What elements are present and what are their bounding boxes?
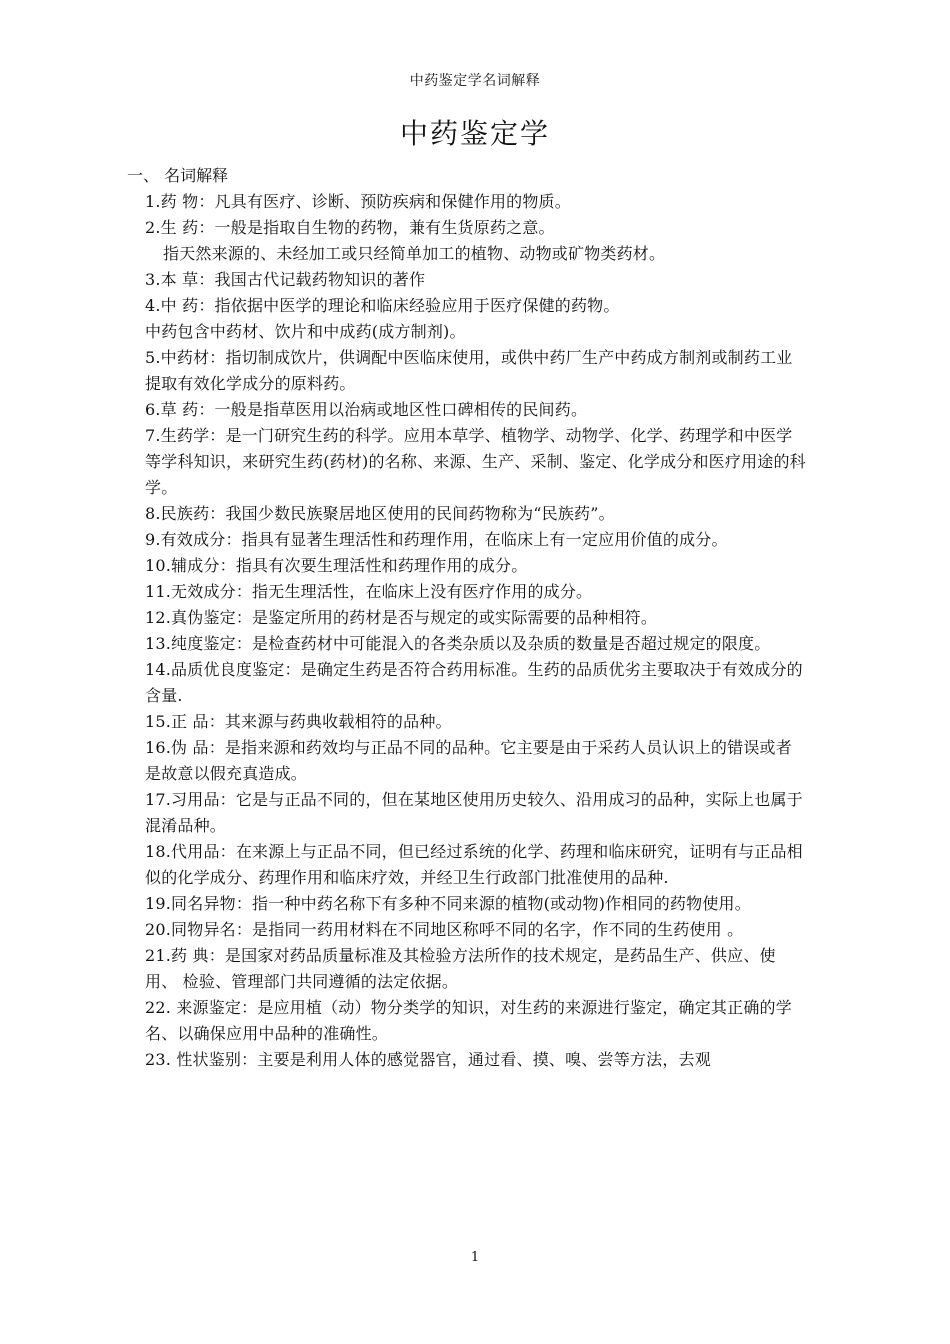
entry-4-continued: 中药包含中药材、饮片和中成药(成方制剂)。	[145, 322, 466, 341]
entry-14: 14.品质优良度鉴定：是确定生药是否符合药用标准。生药的品质优劣主要取决于有效成分的含量.	[145, 660, 803, 705]
entry-23: 23. 性状鉴别：主要是利用人体的感觉器官，通过看、摸、嗅、尝等方法，去观	[145, 1050, 711, 1069]
entry-20: 20.同物异名：是指同一药用材料在不同地区称呼不同的名字，作不同的生药使用 。	[145, 920, 744, 939]
entry-10: 10.辅成分：指具有次要生理活性和药理作用的成分。	[145, 556, 528, 575]
entry-8: 8.民族药：我国少数民族聚居地区使用的民间药物称为“民族药”。	[145, 504, 615, 523]
entry-5: 5.中药材：指切制成饮片，供调配中医临床使用，或供中药厂生产中药成方制剂或制药工业提取有效化学成分的原料药。	[145, 348, 793, 393]
entry-6: 6.草 药：一般是指草医用以治病或地区性口碑相传的民间药。	[145, 400, 588, 419]
entry-3: 3.本 草：我国古代记载药物知识的著作	[145, 270, 426, 289]
entry-15: 15.正 品：其来源与药典收载相符的品种。	[145, 712, 452, 731]
entry-19: 19.同名异物：指一种中药名称下有多种不同来源的植物(或动物)作相同的药物使用。	[145, 894, 751, 913]
entry-13: 13.纯度鉴定：是检查药材中可能混入的各类杂质以及杂质的数量是否超过规定的限度。	[145, 634, 771, 653]
entry-21: 21.药 典：是国家对药品质量标准及其检验方法所作的技术规定，是药品生产、供应、使用、 检验、管理部门共同遵循的法定依据。	[145, 946, 776, 991]
entry-9: 9.有效成分：指具有显著生理活性和药理作用，在临床上有一定应用价值的成分。	[145, 530, 728, 549]
running-header: 中药鉴定学名词解释	[409, 73, 541, 89]
page-number: 1	[470, 1250, 480, 1265]
document-title: 中药鉴定学	[399, 117, 550, 150]
entry-1: 1.药 物：凡具有医疗、诊断、预防疾病和保健作用的物质。	[145, 192, 571, 211]
entry-17: 17.习用品：它是与正品不同的，但在某地区使用历史较久、沿用成习的品种，实际上也属于混淆品种。	[145, 790, 803, 835]
entry-2: 2.生 药：一般是指取自生物的药物，兼有生货原药之意。	[145, 218, 555, 237]
entry-11: 11.无效成分：指无生理活性，在临床上没有医疗作用的成分。	[145, 582, 593, 601]
entry-18: 18.代用品：在来源上与正品不同，但已经过系统的化学、药理和临床研究，证明有与正品相似的化学成分、药理作用和临床疗效，并经卫生行政部门批准使用的品种.	[145, 842, 803, 887]
entry-12: 12.真伪鉴定：是鉴定所用的药材是否与规定的或实际需要的品种相符。	[145, 608, 658, 627]
definitions-list	[145, 189, 807, 1073]
entry-22: 22. 来源鉴定：是应用植（动）物分类学的知识，对生药的来源进行鉴定，确定其正确的学名、以确保应用中品种的准确性。	[145, 998, 792, 1043]
entry-2-continued: 指天然来源的、未经加工或只经简单加工的植物、动物或矿物类药材。	[163, 244, 666, 263]
section-heading: 一、 名词解释	[127, 166, 229, 185]
entry-16: 16.伪 品：是指来源和药效均与正品不同的品种。它主要是由于采药人员认识上的错误或者是故意以假充真造成。	[145, 738, 792, 783]
entry-4: 4.中 药：指依据中医学的理论和临床经验应用于医疗保健的药物。	[145, 296, 620, 315]
entry-7: 7.生药学：是一门研究生药的科学。应用本草学、植物学、动物学、化学、药理学和中医学等学科知识，来研究生药(药材)的名称、来源、生产、采制、鉴定、化学成分和医疗用途的科学。	[145, 426, 806, 497]
